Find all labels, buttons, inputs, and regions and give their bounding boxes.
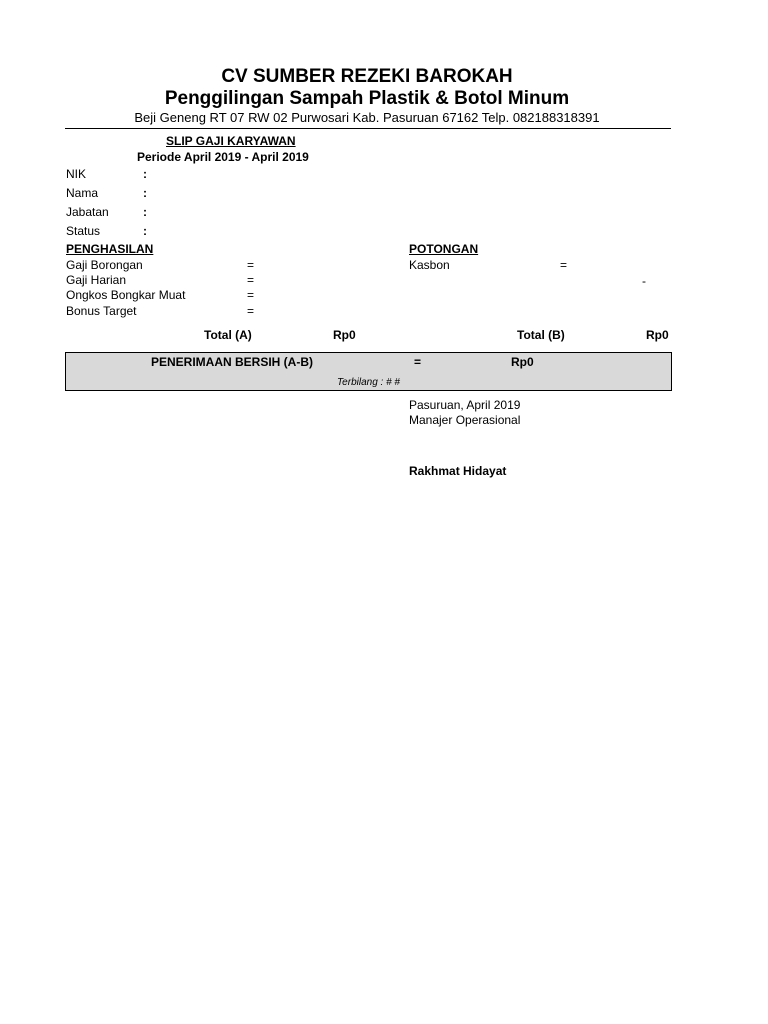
income-item-ongkos: Ongkos Bongkar Muat	[66, 288, 186, 302]
income-eq: =	[247, 304, 255, 318]
income-item-bonus: Bonus Target	[66, 304, 137, 318]
nik-label: NIK	[66, 167, 87, 181]
deduction-eq: =	[560, 258, 568, 272]
bottom-divider	[65, 390, 671, 391]
status-colon: :	[143, 224, 147, 238]
header-divider	[65, 128, 671, 129]
status-label: Status	[66, 224, 101, 238]
total-a-label: Total (A)	[204, 328, 252, 342]
signature-name: Rakhmat Hidayat	[409, 464, 507, 478]
signature-position: Manajer Operasional	[409, 413, 521, 427]
nik-colon: :	[143, 167, 147, 181]
nama-label: Nama	[66, 186, 99, 200]
net-pay-label: PENERIMAAN BERSIH (A-B)	[151, 355, 313, 369]
income-item-gaji-borongan: Gaji Borongan	[66, 258, 143, 272]
jabatan-colon: :	[143, 205, 147, 219]
total-b-value: Rp0	[646, 328, 669, 342]
deduction-title: POTONGAN	[409, 242, 479, 256]
company-name: CV SUMBER REZEKI BAROKAH	[221, 66, 513, 87]
company-address: Beji Geneng RT 07 RW 02 Purwosari Kab. Pasuruan 67162 Telp. 082188318391	[134, 110, 600, 125]
income-eq: =	[247, 273, 255, 287]
net-pay-value: Rp0	[511, 355, 534, 369]
income-item-gaji-harian: Gaji Harian	[66, 273, 127, 287]
income-eq: =	[247, 258, 255, 272]
slip-period: Periode April 2019 - April 2019	[137, 150, 309, 164]
company-subtitle: Penggilingan Sampah Plastik & Botol Minum	[164, 88, 570, 109]
total-a-value: Rp0	[333, 328, 356, 342]
income-eq: =	[247, 288, 255, 302]
deduction-dash: -	[642, 274, 646, 288]
income-title: PENGHASILAN	[66, 242, 154, 256]
jabatan-label: Jabatan	[66, 205, 109, 219]
amount-in-words: Terbilang : # #	[336, 377, 400, 388]
signature-place-date: Pasuruan, April 2019	[409, 398, 521, 412]
nama-colon: :	[143, 186, 147, 200]
total-b-label: Total (B)	[517, 328, 565, 342]
net-pay-eq: =	[414, 355, 422, 369]
slip-title: SLIP GAJI KARYAWAN	[166, 134, 296, 148]
deduction-item-kasbon: Kasbon	[409, 258, 450, 272]
